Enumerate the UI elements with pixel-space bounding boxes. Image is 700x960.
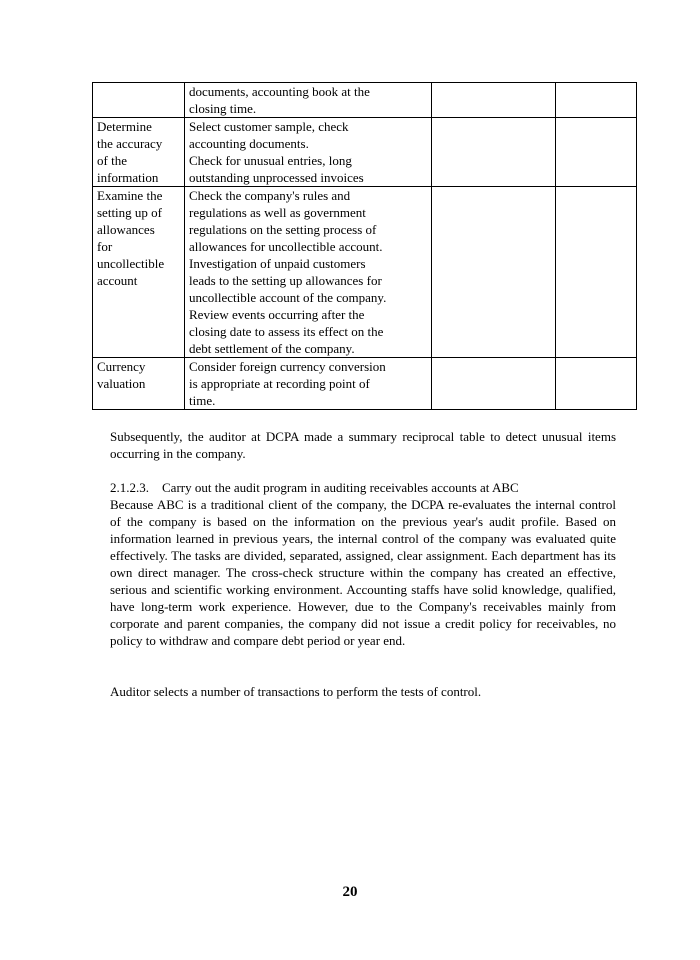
procedure-cell-line: regulations as well as government (189, 205, 366, 220)
objective-cell-line: uncollectible (97, 256, 165, 271)
empty-cell (556, 187, 637, 358)
procedure-cell-line: Consider foreign currency conversion (189, 359, 386, 374)
section-number: 2.1.2.3. (110, 480, 149, 495)
procedure-cell-line: Check the company's rules and (189, 188, 351, 203)
page-number: 20 (342, 884, 358, 900)
summary-paragraph: Subsequently, the auditor at DCPA made a summary reciprocal table to detect unusual items occurring in the company. (110, 429, 616, 461)
procedure-cell (185, 118, 432, 187)
objective-cell-line: valuation (97, 376, 146, 391)
procedure-cell (185, 187, 432, 358)
objective-cell-line: setting up of (97, 205, 162, 220)
procedure-cell (185, 83, 432, 118)
empty-cell (556, 358, 637, 410)
objective-cell-line: account (97, 273, 138, 288)
procedure-cell-line: allowances for uncollectible account. (189, 239, 383, 254)
objective-cell-line: Currency (97, 359, 146, 374)
procedure-cell-line: is appropriate at recording point of (189, 376, 370, 391)
procedure-cell-line: outstanding unprocessed invoices (189, 170, 364, 185)
section-title: Carry out the audit program in auditing receivables accounts at ABC (162, 480, 519, 495)
final-paragraph: Auditor selects a number of transactions to perform the tests of control. (110, 684, 482, 699)
procedure-cell-line: leads to the setting up allowances for (189, 273, 382, 288)
table-row (93, 187, 637, 358)
empty-cell (556, 118, 637, 187)
table-row (93, 358, 637, 410)
procedure-cell-line: accounting documents. (189, 136, 309, 151)
objective-cell-line: of the (97, 153, 127, 168)
procedure-cell-line: Investigation of unpaid customers (189, 256, 366, 271)
procedure-cell-line: time. (189, 393, 216, 408)
procedure-cell-line: Select customer sample, check (189, 119, 349, 134)
empty-cell (432, 187, 556, 358)
objective-cell (93, 83, 185, 118)
table-row (93, 118, 637, 187)
procedure-cell-line: Check for unusual entries, long (189, 153, 352, 168)
empty-cell (432, 83, 556, 118)
objective-cell-line: the accuracy (97, 136, 163, 151)
procedure-cell-line: uncollectible account of the company. (189, 290, 387, 305)
procedure-cell-line: Review events occurring after the (189, 307, 365, 322)
procedure-cell-line: debt settlement of the company. (189, 341, 355, 356)
objective-cell (93, 118, 185, 187)
empty-cell (556, 83, 637, 118)
objective-cell-line: Determine (97, 119, 152, 134)
table-row (93, 83, 637, 118)
objective-cell-line: Examine the (97, 188, 163, 203)
procedure-cell (185, 358, 432, 410)
audit-procedures-table (92, 82, 637, 410)
section-heading (110, 479, 519, 496)
objective-cell-line: for (97, 239, 113, 254)
procedure-cell-line: closing time. (189, 101, 257, 116)
empty-cell (432, 358, 556, 410)
objective-cell-line: information (97, 170, 159, 185)
objective-cell (93, 187, 185, 358)
objective-cell-line: allowances (97, 222, 155, 237)
procedure-cell-line: regulations on the setting process of (189, 222, 377, 237)
empty-cell (432, 118, 556, 187)
procedure-cell-line: closing date to assess its effect on the (189, 324, 384, 339)
procedure-cell-line: documents, accounting book at the (189, 84, 370, 99)
main-paragraph: Because ABC is a traditional client of the company, the DCPA re-evaluates the internal control of the company is based on the information on the previous year's audit profile. Based on information learned in previous years, the internal control of the company was evaluated quite effectively. The tasks are divided, separated, assigned, clear assignment. Each department has its own direct manager. The cross-check structure within the company has created an effective, serious and scientific working environment. Accounting staffs have solid knowledge, qualified, have long-term work experience. However, due to the Company's receivables mainly from corporate and parent companies, the company did not issue a credit policy for receivables, no policy to withdraw and compare debt period or year end. (110, 497, 616, 648)
objective-cell (93, 358, 185, 410)
